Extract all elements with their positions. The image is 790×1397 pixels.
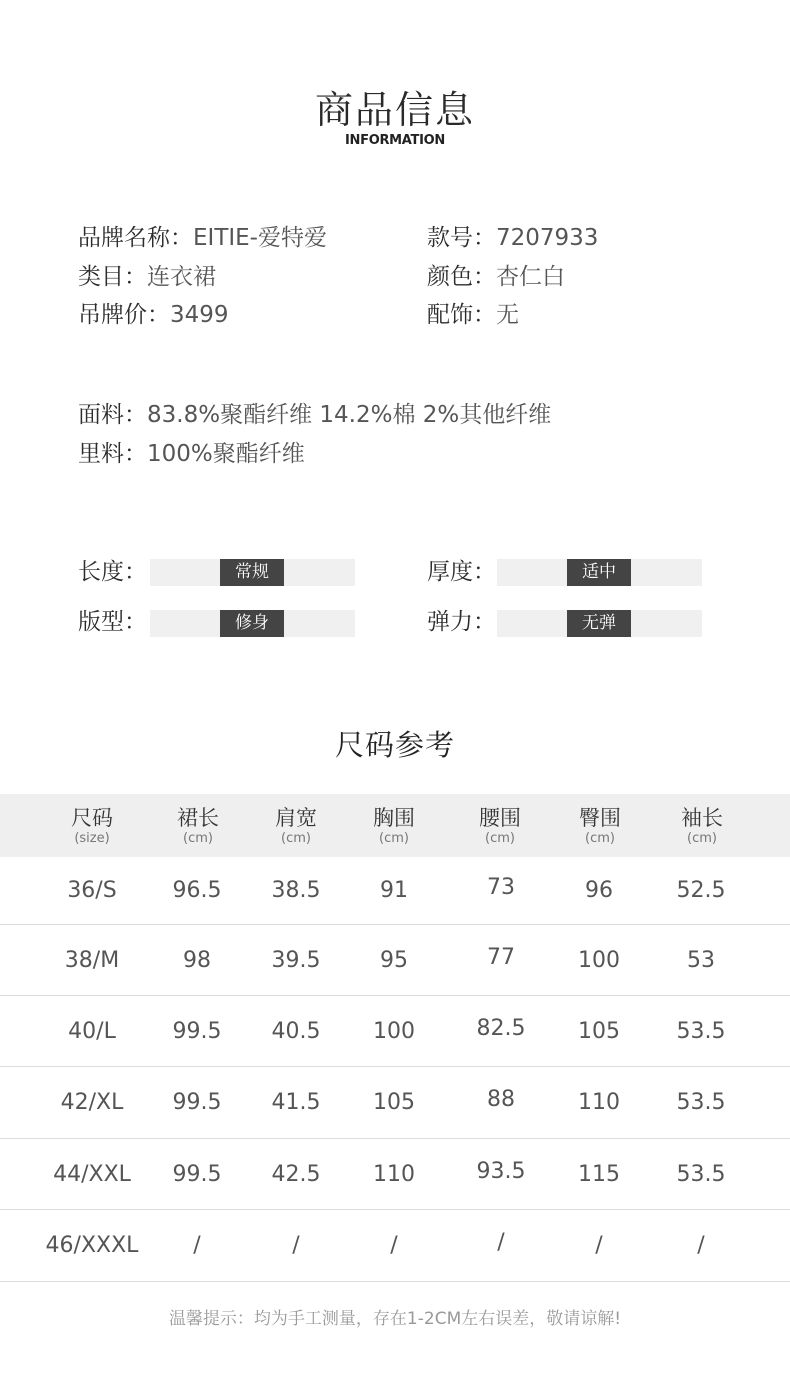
length-value-chip: 常规 — [220, 559, 284, 586]
measure-cell: 53.5 — [676, 1019, 726, 1044]
price-label: 吊牌价： — [78, 302, 170, 328]
measure-cell: / — [595, 1233, 603, 1258]
measure-cell: / — [390, 1233, 398, 1258]
measure-cell: 38.5 — [271, 878, 321, 903]
fit-scale — [150, 610, 355, 637]
measure-cell: / — [193, 1233, 201, 1258]
column-header-name: 肩宽 — [275, 806, 317, 830]
category-label: 类目： — [78, 264, 147, 290]
measure-cell: 100 — [578, 948, 620, 973]
page-title: 商品信息 — [314, 88, 475, 132]
column-header-unit: (cm) — [585, 831, 615, 846]
column-header-unit: (size) — [74, 831, 110, 846]
page-subtitle: INFORMATION — [345, 133, 445, 148]
price-value: 3499 — [170, 302, 229, 328]
measure-cell: 110 — [373, 1162, 415, 1187]
elasticity-scale — [497, 610, 702, 637]
size-cell: 44/XXL — [53, 1162, 131, 1187]
brand-label: 品牌名称： — [78, 225, 193, 251]
measure-cell: 91 — [380, 878, 408, 903]
column-header — [550, 794, 650, 847]
measure-cell: 95 — [380, 948, 408, 973]
measure-cell: 96.5 — [172, 878, 222, 903]
elasticity-value-chip: 无弹 — [567, 610, 631, 637]
column-header-name: 腰围 — [479, 806, 521, 830]
measure-cell: 110 — [578, 1090, 620, 1115]
column-header-unit: (cm) — [281, 831, 311, 846]
measure-cell: 53.5 — [676, 1162, 726, 1187]
measure-cell: 98 — [183, 948, 211, 973]
size-cell: 38/M — [64, 948, 120, 973]
column-header — [148, 794, 248, 847]
table-row — [0, 1067, 790, 1139]
color-value: 杏仁白 — [496, 264, 565, 290]
table-row — [0, 857, 790, 925]
measure-cell: 115 — [578, 1162, 620, 1187]
measure-cell: 93.5 — [476, 1159, 526, 1184]
table-row — [0, 1139, 790, 1210]
size-cell: 36/S — [67, 878, 117, 903]
measure-cell: 77 — [487, 945, 515, 970]
measure-cell: 99.5 — [172, 1019, 222, 1044]
lining-fabric-value: 100%聚酯纤维 — [147, 441, 305, 467]
measure-cell: 88 — [487, 1087, 515, 1112]
column-header-unit: (cm) — [687, 831, 717, 846]
price-info — [78, 300, 229, 330]
outer-fabric — [78, 400, 551, 430]
table-row — [0, 996, 790, 1067]
measure-cell: 99.5 — [172, 1162, 222, 1187]
elasticity-label: 弹力： — [427, 609, 496, 635]
measure-cell: 96 — [585, 878, 613, 903]
measurement-note: 温馨提示：均为手工测量，存在1-2CM左右误差，敬请谅解! — [168, 1309, 622, 1329]
accessory-value: 无 — [496, 302, 519, 328]
fit-label: 版型： — [78, 609, 147, 635]
measure-cell: / — [292, 1233, 300, 1258]
column-header-name: 袖长 — [681, 806, 723, 830]
table-row — [0, 1210, 790, 1282]
measure-cell: 41.5 — [271, 1090, 321, 1115]
size-cell: 42/XL — [60, 1090, 124, 1115]
thickness-label: 厚度： — [427, 559, 496, 585]
measure-cell: 53 — [687, 948, 715, 973]
measure-cell: / — [497, 1230, 505, 1255]
lining-fabric-label: 里料： — [78, 441, 147, 467]
column-header — [450, 794, 550, 847]
length-scale — [150, 559, 355, 586]
measure-cell: 100 — [373, 1019, 415, 1044]
column-header-name: 尺码 — [71, 806, 113, 830]
column-header — [652, 794, 752, 847]
column-header — [344, 794, 444, 847]
color-label: 颜色： — [427, 264, 496, 290]
measure-cell: 52.5 — [676, 878, 726, 903]
measure-cell: / — [697, 1233, 705, 1258]
thickness-value-chip: 适中 — [567, 559, 631, 586]
brand-value: EITIE-爱特爱 — [193, 225, 327, 251]
accessory-label: 配饰： — [427, 302, 496, 328]
accessory-info — [427, 300, 519, 330]
column-header-name: 裙长 — [177, 806, 219, 830]
length-label: 长度： — [78, 559, 147, 585]
measure-cell: 82.5 — [476, 1016, 526, 1041]
size-cell: 40/L — [68, 1019, 116, 1044]
color-info — [427, 262, 565, 292]
measure-cell: 73 — [487, 875, 515, 900]
measure-cell: 105 — [578, 1019, 620, 1044]
measure-cell: 39.5 — [271, 948, 321, 973]
style-no-label: 款号： — [427, 225, 496, 251]
column-header-unit: (cm) — [379, 831, 409, 846]
brand-info — [78, 223, 327, 253]
fit-value-chip: 修身 — [220, 610, 284, 637]
column-header — [42, 794, 142, 847]
size-table-header — [0, 794, 790, 857]
column-header — [246, 794, 346, 847]
size-cell: 46/XXXL — [45, 1233, 139, 1258]
style-no-info — [427, 223, 598, 253]
table-row — [0, 925, 790, 996]
measure-cell: 53.5 — [676, 1090, 726, 1115]
measure-cell: 40.5 — [271, 1019, 321, 1044]
thickness-scale — [497, 559, 702, 586]
category-value: 连衣裙 — [147, 264, 216, 290]
size-chart-title: 尺码参考 — [334, 728, 455, 762]
measure-cell: 99.5 — [172, 1090, 222, 1115]
column-header-unit: (cm) — [183, 831, 213, 846]
lining-fabric — [78, 439, 305, 469]
measure-cell: 105 — [373, 1090, 415, 1115]
category-info — [78, 262, 216, 292]
outer-fabric-label: 面料： — [78, 402, 147, 428]
column-header-unit: (cm) — [485, 831, 515, 846]
column-header-name: 臀围 — [579, 806, 621, 830]
measure-cell: 42.5 — [271, 1162, 321, 1187]
column-header-name: 胸围 — [373, 806, 415, 830]
style-no-value: 7207933 — [496, 225, 599, 251]
outer-fabric-value: 83.8%聚酯纤维 14.2%棉 2%其他纤维 — [147, 402, 552, 428]
